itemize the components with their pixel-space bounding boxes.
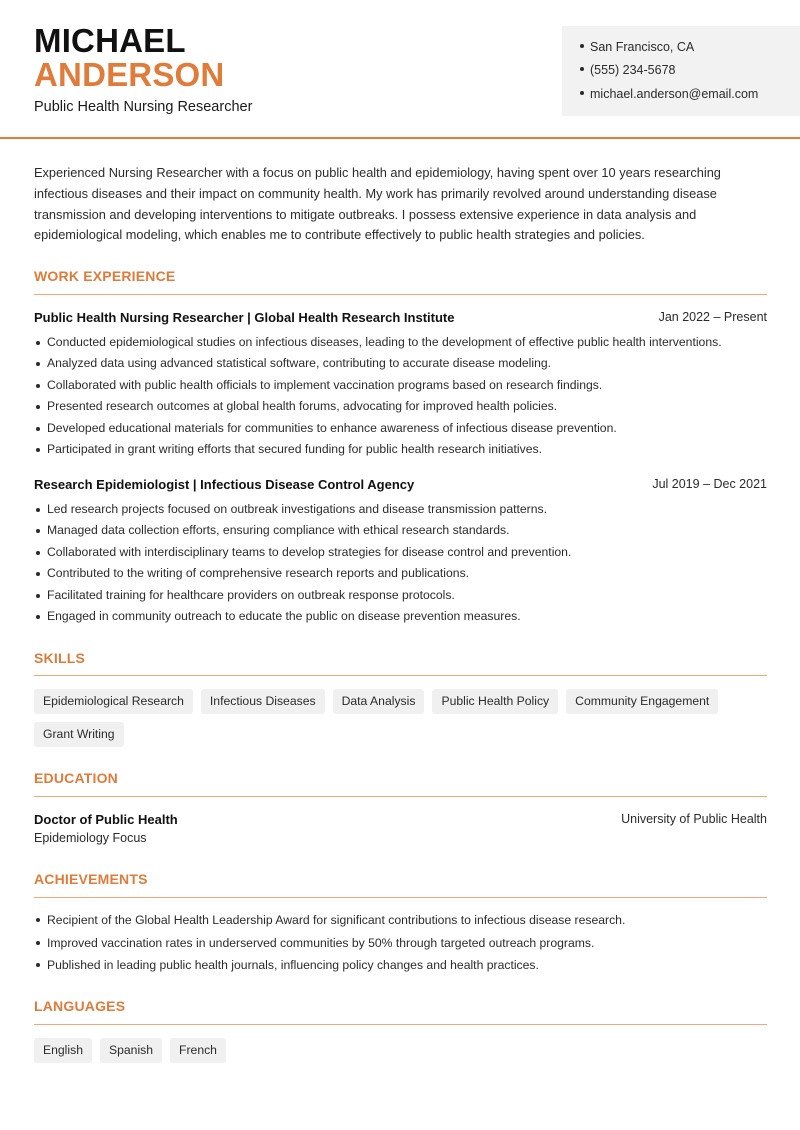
skill-tag: Community Engagement bbox=[566, 689, 718, 714]
language-tag: English bbox=[34, 1038, 92, 1063]
skill-tag: Epidemiological Research bbox=[34, 689, 193, 714]
list-item: Collaborated with interdisciplinary teams to develop strategies for disease control and prevention. bbox=[34, 542, 774, 563]
achievements-list bbox=[34, 909, 774, 977]
section-title-achievements: ACHIEVEMENTS bbox=[34, 871, 148, 887]
list-item: Improved vaccination rates in underserved communities by 50% through targeted outreach programs. bbox=[34, 932, 774, 955]
list-item: Engaged in community outreach to educate the public on disease prevention measures. bbox=[34, 606, 774, 627]
job-1-title: Public Health Nursing Researcher | Global Health Research Institute bbox=[34, 310, 455, 325]
bullet-icon bbox=[580, 91, 584, 95]
list-item: Published in leading public health journals, influencing policy changes and health practices. bbox=[34, 954, 774, 977]
education-school: University of Public Health bbox=[621, 812, 767, 826]
section-title-skills: SKILLS bbox=[34, 650, 85, 666]
job-2-bullets bbox=[34, 499, 774, 627]
professional-summary: Experienced Nursing Researcher with a focus on public health and epidemiology, having spent over 10 years researching infectious diseases and their impact on community health. My work has primarily revolved around understanding disease transmission and developing interventions to mitigate outbreaks. I possess extensive experience in data analysis and epidemiological modeling, which enables me to contribute effectively to public health strategies and policies. bbox=[34, 165, 721, 243]
section-title-education: EDUCATION bbox=[34, 770, 118, 786]
list-item: Participated in grant writing efforts that secured funding for public health research initiatives. bbox=[34, 439, 774, 460]
contact-phone: (555) 234-5678 bbox=[580, 63, 675, 77]
last-name: ANDERSON bbox=[34, 56, 225, 93]
section-divider bbox=[34, 897, 767, 898]
list-item: Developed educational materials for communities to enhance awareness of infectious disease prevention. bbox=[34, 418, 774, 439]
list-item: Facilitated training for healthcare providers on outbreak response protocols. bbox=[34, 585, 774, 606]
job-2-title: Research Epidemiologist | Infectious Disease Control Agency bbox=[34, 477, 415, 492]
list-item: Recipient of the Global Health Leadership Award for significant contributions to infectious disease research. bbox=[34, 909, 774, 932]
section-title-languages: LANGUAGES bbox=[34, 998, 126, 1014]
skill-tag: Infectious Diseases bbox=[201, 689, 325, 714]
section-divider bbox=[34, 796, 767, 797]
resume-header bbox=[0, 0, 800, 139]
skill-tag: Grant Writing bbox=[34, 722, 124, 747]
section-divider bbox=[34, 294, 767, 295]
list-item: Contributed to the writing of comprehensive research reports and publications. bbox=[34, 563, 774, 584]
job-1-bullets bbox=[34, 332, 774, 460]
list-item: Presented research outcomes at global health forums, advocating for improved health policies. bbox=[34, 396, 774, 417]
education-degree: Doctor of Public Health bbox=[34, 812, 178, 827]
list-item: Led research projects focused on outbreak investigations and disease transmission patterns. bbox=[34, 499, 774, 520]
language-tag: Spanish bbox=[100, 1038, 162, 1063]
bullet-icon bbox=[580, 67, 584, 71]
skill-tag: Public Health Policy bbox=[432, 689, 558, 714]
list-item: Analyzed data using advanced statistical software, contributing to accurate disease modeling. bbox=[34, 353, 774, 374]
skills-list bbox=[34, 689, 774, 747]
first-name: MICHAEL bbox=[34, 22, 186, 59]
education-focus: Epidemiology Focus bbox=[34, 831, 147, 845]
languages-list bbox=[34, 1038, 774, 1063]
job-title-headline: Public Health Nursing Researcher bbox=[34, 99, 253, 115]
contact-box bbox=[562, 26, 800, 116]
section-divider bbox=[34, 675, 767, 676]
bullet-icon bbox=[580, 44, 584, 48]
job-2-dates: Jul 2019 – Dec 2021 bbox=[652, 477, 767, 491]
section-title-work: WORK EXPERIENCE bbox=[34, 268, 176, 284]
language-tag: French bbox=[170, 1038, 226, 1063]
contact-location: San Francisco, CA bbox=[580, 40, 694, 54]
list-item: Conducted epidemiological studies on infectious diseases, leading to the development of effective public health interventions. bbox=[34, 332, 774, 353]
list-item: Collaborated with public health officials to implement vaccination programs based on research findings. bbox=[34, 375, 774, 396]
skill-tag: Data Analysis bbox=[333, 689, 425, 714]
job-1-dates: Jan 2022 – Present bbox=[658, 310, 767, 324]
contact-email[interactable]: michael.anderson@email.com bbox=[580, 87, 758, 101]
section-divider bbox=[34, 1024, 767, 1025]
list-item: Managed data collection efforts, ensuring compliance with ethical research standards. bbox=[34, 520, 774, 541]
